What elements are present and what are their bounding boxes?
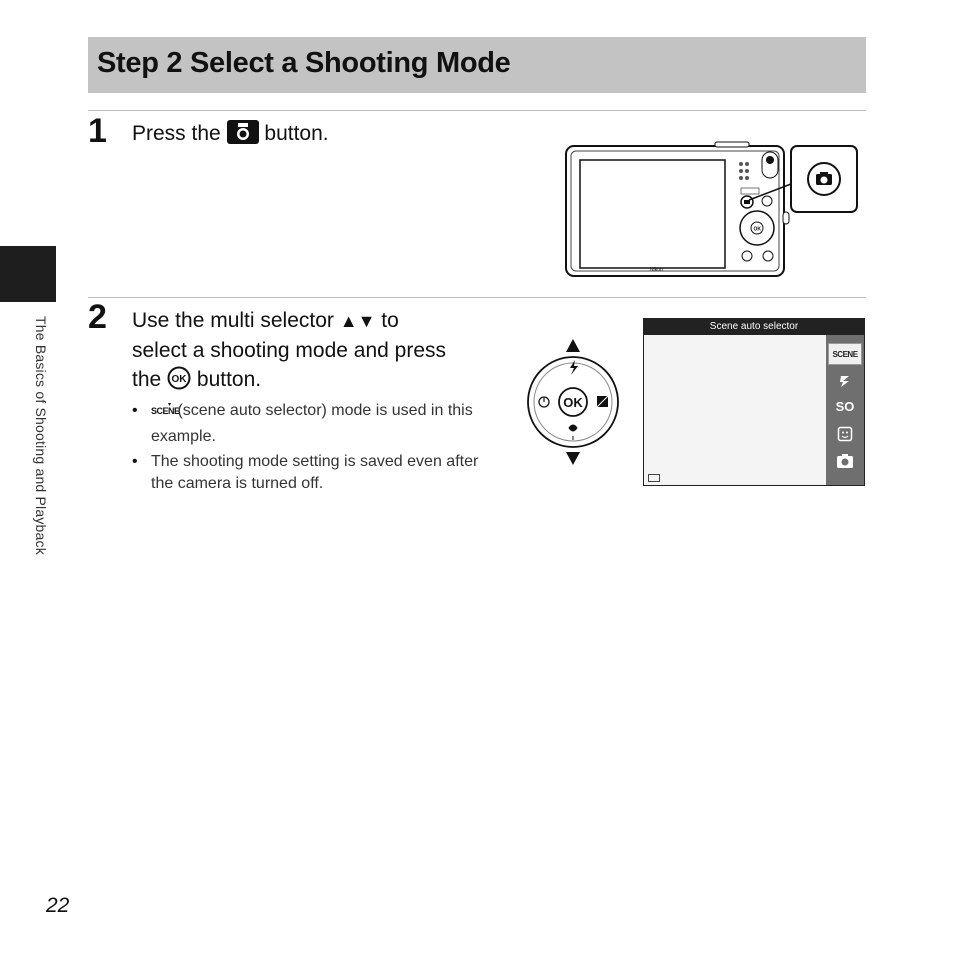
scene-auto-icon (151, 401, 180, 426)
chapter-tab (0, 246, 56, 302)
section-label: The Basics of Shooting and Playback (33, 316, 49, 555)
ok-label: OK (563, 395, 583, 410)
camera-icon (227, 120, 259, 152)
page-number: 22 (46, 894, 70, 917)
step-2-line-3: the OK button. (132, 365, 502, 398)
mode-auto-camera-icon[interactable] (828, 450, 862, 472)
step-2-line-2: select a shooting mode and press (132, 339, 447, 362)
bullet-item: • SCENE (scene auto selector) mode is used in this example. (132, 400, 492, 448)
camera-brand: Nikon (650, 267, 663, 273)
step-1-text-before: Press the (132, 122, 221, 145)
screen-header: Scene auto selector (644, 319, 864, 335)
mode-special-effects-icon[interactable] (828, 370, 862, 392)
multi-selector-illustration (525, 336, 621, 470)
camera-screen (643, 318, 865, 486)
step-2-line-1: Use the multi selector ▲▼ to (132, 309, 399, 332)
page-title: Step 2 Select a Shooting Mode (97, 47, 511, 79)
step-1-number: 1 (88, 112, 107, 150)
mode-menu (826, 335, 864, 485)
step-1-text-after: button. (264, 122, 329, 145)
down-arrow-icon (566, 452, 580, 465)
mode-scene-auto-icon[interactable]: SCENE (828, 343, 862, 365)
title-bar (88, 37, 866, 93)
step-2-number: 2 (88, 298, 107, 336)
battery-icon (648, 474, 660, 482)
divider-2 (88, 297, 866, 298)
up-arrow-icon (566, 339, 580, 352)
ok-button-icon (167, 366, 191, 398)
bullet-item: • The shooting mode setting is saved even after the camera is turned off. (132, 451, 492, 495)
mode-smart-portrait-icon[interactable]: SO (835, 399, 855, 414)
svg-text:SCENE: • SCENE (151, 406, 180, 416)
divider-1 (88, 110, 866, 111)
svg-text:OK: OK (171, 374, 187, 385)
svg-text:OK: OK (753, 226, 761, 233)
step-1-text (132, 119, 329, 152)
mode-smile-icon[interactable] (828, 423, 862, 445)
camera-back-illustration (565, 140, 861, 280)
step-2-text (132, 306, 502, 398)
step-2-bullets (132, 400, 492, 498)
up-down-arrows: ▲▼ (339, 311, 376, 331)
